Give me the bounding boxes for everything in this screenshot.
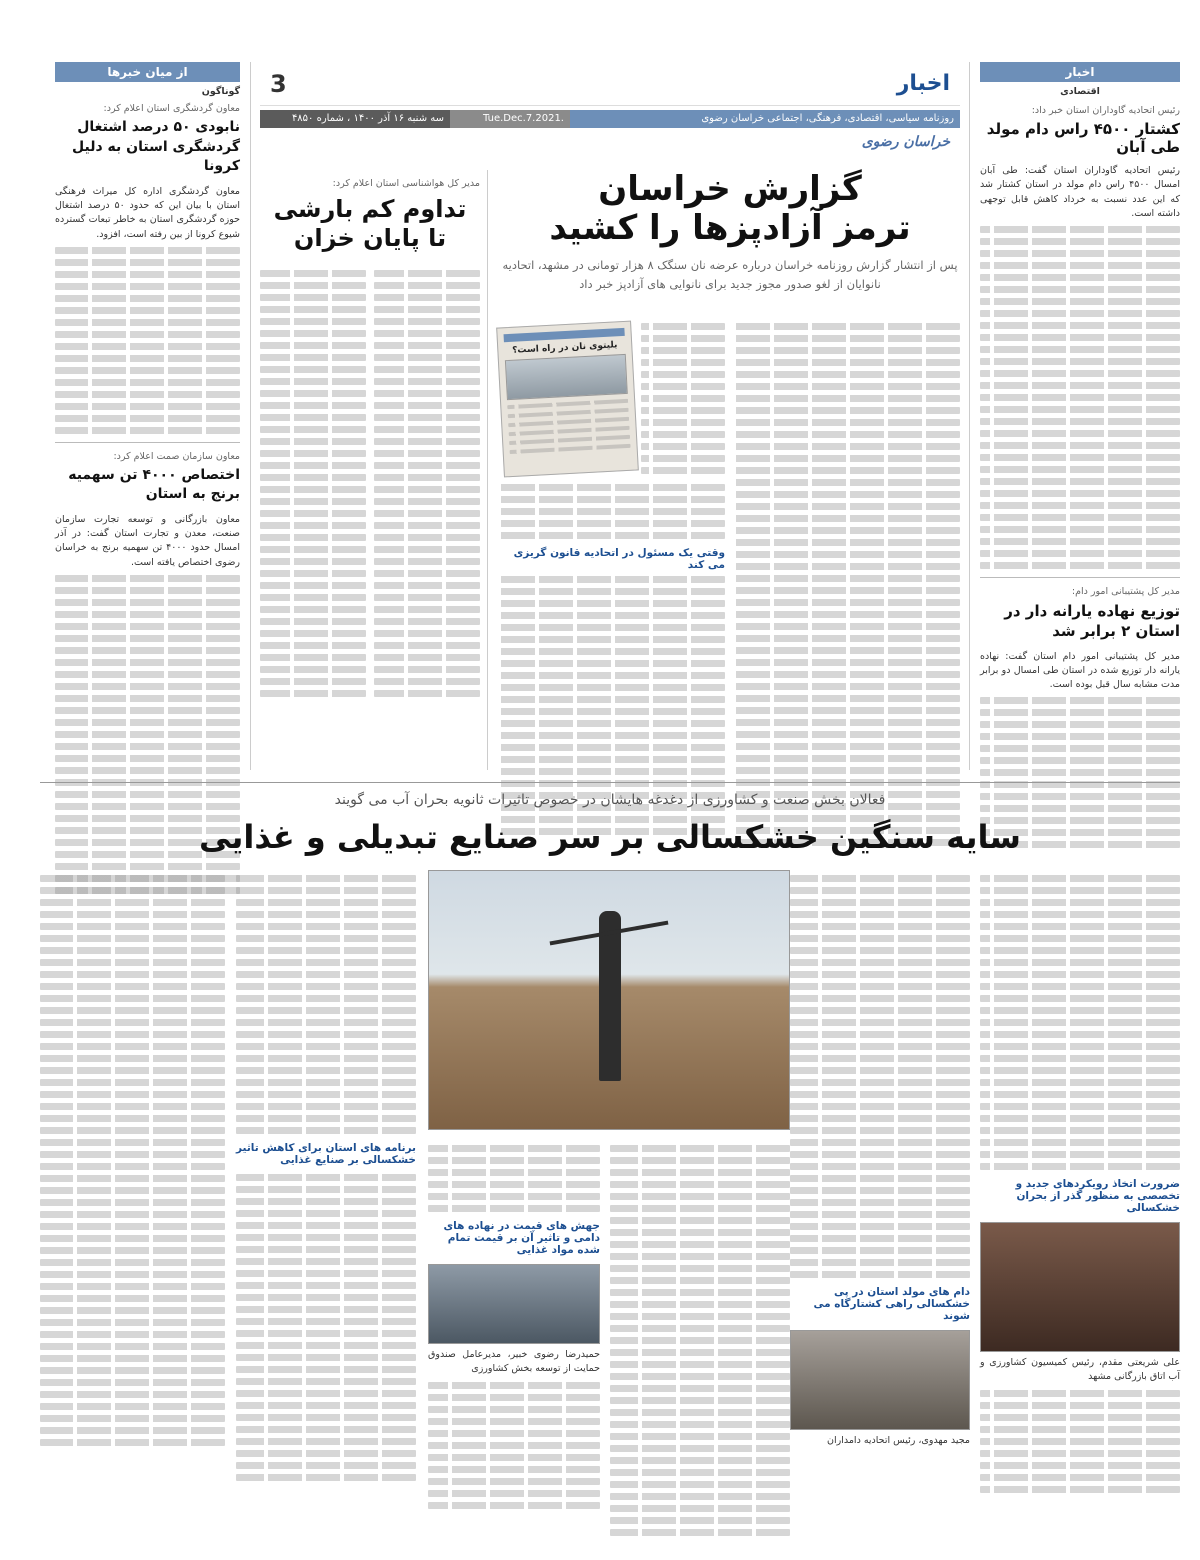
weather-headline-2: تا پایان خزان: [293, 223, 447, 252]
story-headline: نابودی ۵۰ درصد اشتغال گردشگری استان به دلیل کرونا: [72, 119, 240, 175]
story-kicker: معاون سازمان صمت اعلام کرد:: [113, 450, 240, 462]
lead-body-col-1: [735, 318, 960, 851]
lead-subhead-2: وقتی یک مسئول در اتحادیه قانون گریزی می کند: [513, 547, 725, 571]
lead-story: [500, 170, 960, 310]
tagline-bar: [570, 110, 960, 128]
story-headline: کشتار ۴۵۰۰ راس دام مولد طی آبان: [986, 120, 1180, 156]
feature-headline: سایه سنگین خشکسالی بر سر صنایع تبدیلی و غذایی: [198, 818, 1021, 856]
section-sublabel: گوناگون: [201, 86, 240, 97]
story-kicker: مدیر کل هواشناسی استان اعلام کرد:: [332, 178, 480, 189]
feature-col-3: [610, 1140, 790, 1541]
weather-headline-1: تداوم کم بارشی: [273, 195, 467, 223]
lead-headline-1: گزارش خراسان: [598, 169, 862, 209]
feature-subhead: برنامه های استان برای کاهش تاثیر خشکسالی بر صنایع غذایی: [236, 1142, 416, 1166]
photo-caption: مجید مهدوی، رئیس اتحادیه دامداران: [827, 1435, 970, 1446]
feature-col-2: [790, 870, 970, 1448]
feature-subhead: ضرورت اتخاذ رویکردهای جدید و تخصصی به منظور گذر از بحران خشکسالی: [1015, 1178, 1180, 1214]
feature-header: [40, 792, 1180, 856]
photo-caption: علی شریعتی مقدم، رئیس کمیسیون کشاورزی و آب اتاق بازرگانی مشهد: [980, 1357, 1180, 1383]
lead-body-col-2: [500, 318, 725, 840]
feature-kicker: فعالان بخش صنعت و کشاورزی از دغدغه هایشان در خصوص تاثیرات ثانویه بحران آب می گویند: [334, 792, 886, 808]
lead-subhead: پس از انتشار گزارش روزنامه خراسان درباره عرضه نان سنگک ۸ هزار تومانی در مشهد، اتحادیه نانوایان از لغو صدور مجوز جدید برای نانوایی های آزادپز خبر داد: [502, 258, 958, 291]
clip-caption: بلیتوی نان در راه است؟: [511, 340, 618, 356]
tagline: روزنامه سیاسی، اقتصادی، فرهنگی، اجتماعی خراسان رضوی: [701, 113, 954, 124]
date-fa: سه شنبه ۱۶ آذر ۱۴۰۰ ، شماره ۴۸۵۰: [260, 110, 450, 128]
story-headline: اختصاص ۴۰۰۰ تن سهمیه برنج به استان: [68, 466, 240, 503]
left-news-column: [55, 62, 240, 899]
story-body: رئیس اتحادیه گاوداران استان گفت: طی آبان امسال ۴۵۰۰ راس دام مولد در استان کشتار شد که این عدد نسبت به خرداد کاهش قابل توجهی داشته است.: [980, 165, 1180, 219]
feature-col-6: [40, 870, 225, 1451]
feature-col-right: [980, 870, 1180, 1498]
page-header: [260, 62, 960, 162]
portrait-photo: [428, 1264, 600, 1344]
story-kicker: رئیس اتحادیه گاوداران استان خبر داد:: [1031, 105, 1180, 116]
photo-caption: حمیدرضا رضوی خبیر، مدیرعامل صندوق حمایت از توسعه بخش کشاورزی: [428, 1349, 600, 1375]
logo: خراسان رضوی: [861, 134, 950, 150]
page-number: 3: [270, 69, 287, 98]
date-en: Tue.Dec.7.2021. No.4850: [450, 110, 570, 128]
portrait-photo: [980, 1222, 1180, 1352]
story-body: مدیر کل پشتیبانی امور دام استان گفت: نهاده یارانه دار توزیع شده در استان طی امسال دو برابر مدت مشابه سال قبل بوده است.: [980, 650, 1180, 690]
portrait-photo: [790, 1330, 970, 1430]
story-kicker: مدیر کل پشتیبانی امور دام:: [1071, 586, 1180, 597]
feature-subhead: دام های مولد استان در پی خشکسالی راهی کشتارگاه می شوند: [813, 1286, 970, 1322]
story-text-block: [980, 226, 1180, 569]
feature-subhead: جهش های قیمت در نهاده های دامی و تاثیر آن بر قیمت تمام شده مواد غذایی: [443, 1220, 600, 1256]
lead-headline-2: ترمز آزادپزها را کشید: [549, 208, 911, 249]
story-text-block: [55, 247, 240, 434]
newspaper-clip-image: [496, 321, 639, 478]
section-label-news: اخبار: [980, 62, 1180, 82]
weather-story: [260, 178, 480, 702]
feature-col-5: [236, 870, 416, 1486]
story-headline: توزیع نهاده یارانه دار در استان ۲ برابر شد: [1004, 602, 1180, 641]
section-sublabel: اقتصادی: [1060, 86, 1100, 97]
story-kicker: معاون گردشگری استان اعلام کرد:: [103, 103, 240, 114]
section-title: اخبار: [896, 71, 950, 96]
section-label-news: از میان خبرها: [55, 62, 240, 82]
story-body: معاون گردشگری اداره کل میراث فرهنگی استان با بیان این که حدود ۵۰ درصد اشتغال حوزه گردشگری استان به خاطر تبعات گسترده شیوع کرونا از بین رفته است، افزود.: [55, 185, 240, 240]
drought-photo: [428, 870, 790, 1130]
story-body: معاون بازرگانی و توسعه تجارت سازمان صنعت، معدن و تجارت استان گفت: در آذر امسال حدود ۴۰۰۰ تن سهمیه برنج به خراسان رضوی اختصاص یافته است.: [55, 513, 241, 568]
story-text-block: [260, 265, 480, 702]
feature-col-4: [428, 1140, 600, 1514]
right-news-column: [980, 62, 1180, 853]
